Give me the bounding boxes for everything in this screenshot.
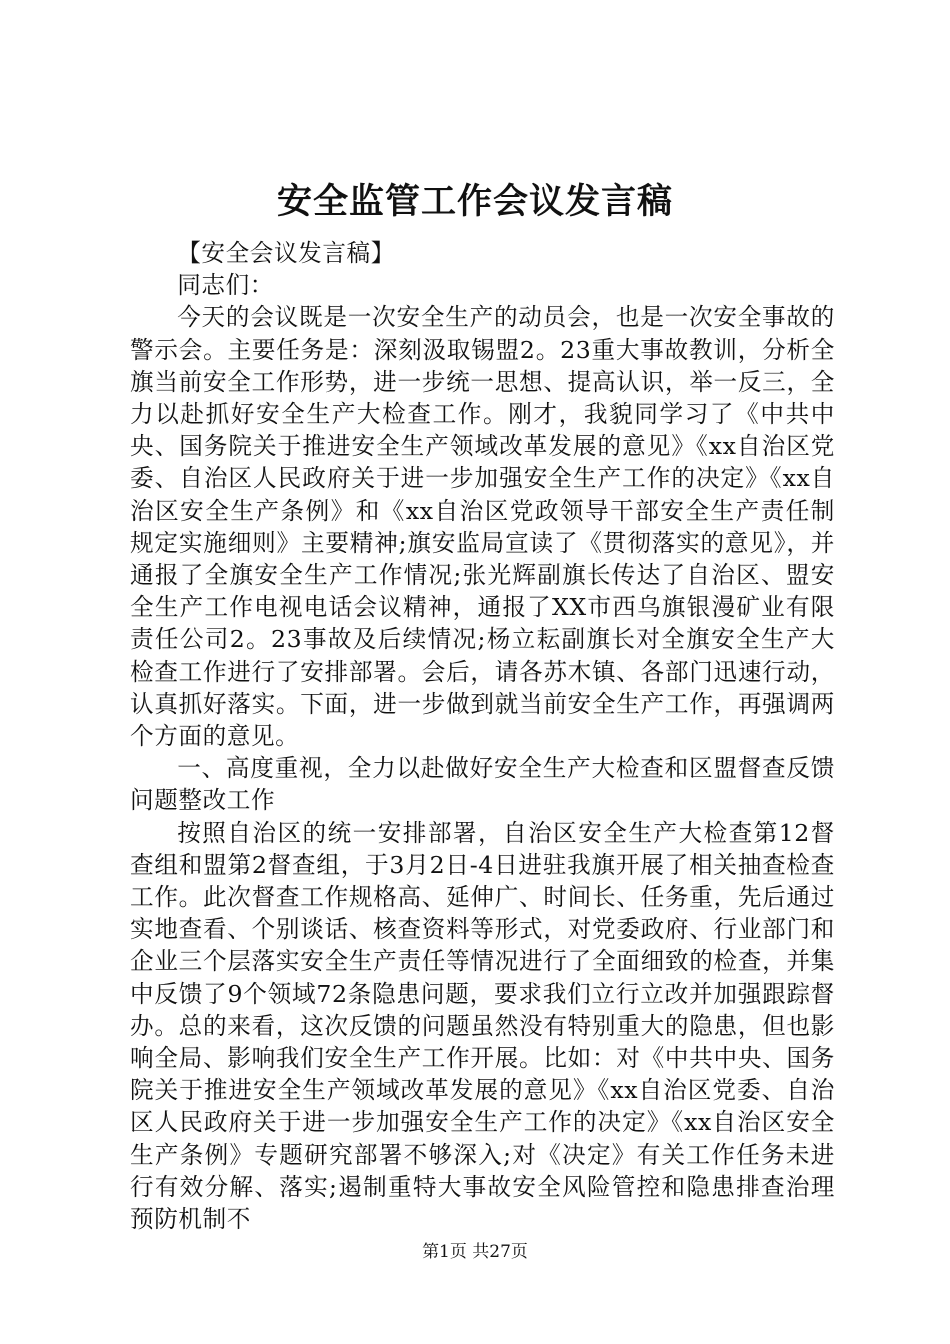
document-title: 安全监管工作会议发言稿 — [276, 181, 673, 222]
page-footer: 第1页 共27页 — [422, 1242, 528, 1262]
document-body — [130, 237, 835, 1235]
paragraph-intro: 今天的会议既是一次安全生产的动员会，也是一次安全事故的警示会。主要任务是：深刻汲取锡盟2。23重大事故教训，分析全旗当前安全工作形势，进一步统一思想、提高认识，举一反三，全力以赴抓好安全生产大检查工作。刚才，我貌同学习了《中共中央、国务院关于推进安全生产领域改革发展的意见》《xx自治区党委、自治区人民政府关于进一步加强安全生产工作的决定》《xx自治区安全生产条例》和《xx自治区党政领导干部安全生产责任制规定实施细则》主要精神;旗安监局宣读了《贯彻落实的意见》，并通报了全旗安全生产工作情况;张光辉副旗长传达了自治区、盟安全生产工作电视电话会议精神，通报了XX市西乌旗银漫矿业有限责任公司2。23事故及后续情况;杨立耘副旗长对全旗安全生产大检查工作进行了安排部署。会后，请各苏木镇、各部门迅速行动，认真抓好落实。下面，进一步做到就当前安全生产工作，再强调两个方面的意见。 — [130, 303, 835, 751]
paragraph-section-1-body: 按照自治区的统一安排部署，自治区安全生产大检查第12督查组和盟第2督查组，于3月2日-4日进驻我旗开展了相关抽查检查工作。此次督查工作规格高、延伸广、时间长、任务重，先后通过实地查看、个别谈话、核查资料等形式，对党委政府、行业部门和企业三个层落实安全生产责任等情况进行了全面细致的检查，并集中反馈了9个领域72条隐患问题，要求我们立行立改并加强跟踪督办。总的来看，这次反馈的问题虽然没有特别重大的隐患，但也影响全局、影响我们安全生产工作开展。比如：对《中共中央、国务院关于推进安全生产领域改革发展的意见》《xx自治区党委、自治区人民政府关于进一步加强安全生产工作的决定》《xx自治区安全生产条例》专题研究部署不够深入;对《决定》有关工作任务未进行有效分解、落实;遏制重特大事故安全风险管控和隐患排查治理预防机制不 — [130, 818, 835, 1234]
paragraph-section-heading-1: 一、高度重视，全力以赴做好安全生产大检查和区盟督查反馈问题整改工作 — [130, 754, 835, 815]
paragraph-salutation: 同志们： — [177, 271, 274, 300]
paragraph-heading-tag: 【安全会议发言稿】 — [177, 239, 395, 267]
